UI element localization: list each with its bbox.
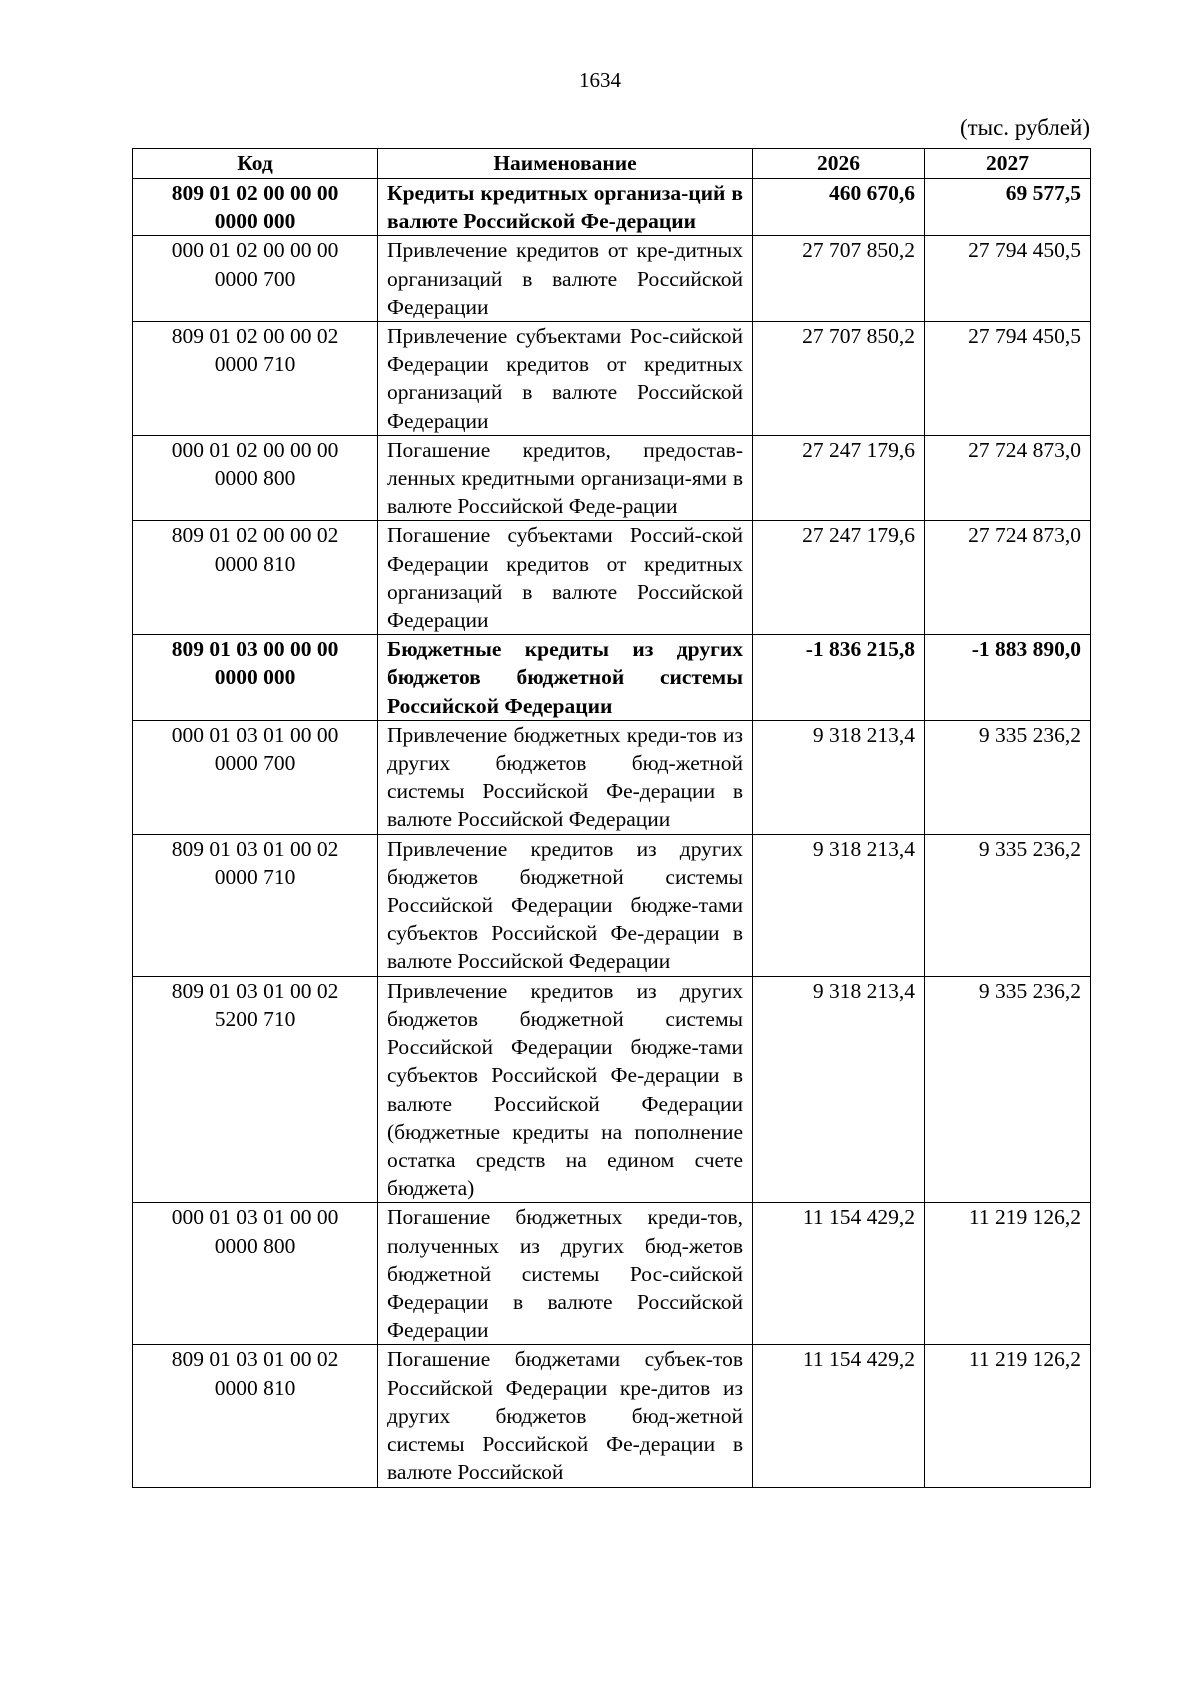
table-row <box>133 1203 1091 1345</box>
table-row <box>133 720 1091 834</box>
cell-2026: 11 154 429,2 <box>753 1203 925 1345</box>
cell-name: Бюджетные кредиты из других бюджетов бюджетной системы Российской Федерации <box>378 635 753 721</box>
table-row <box>133 834 1091 976</box>
cell-code: 809 01 03 00 00 00 0000 000 <box>133 635 378 721</box>
cell-name: Привлечение кредитов от кре-дитных организаций в валюте Российской Федерации <box>378 236 753 322</box>
cell-name: Кредиты кредитных организа-ций в валюте Российской Фе-дерации <box>378 179 753 236</box>
table-row <box>133 236 1091 322</box>
table-body <box>133 179 1091 1488</box>
cell-code: 809 01 03 01 00 02 5200 710 <box>133 976 378 1203</box>
cell-code: 000 01 02 00 00 00 0000 800 <box>133 435 378 521</box>
cell-name: Привлечение кредитов из других бюджетов бюджетной системы Российской Федерации бюдже-тами субъектов Российской Фе-дерации в валюте Российской Федерации <box>378 834 753 976</box>
cell-2026: 460 670,6 <box>753 179 925 236</box>
table-row <box>133 521 1091 635</box>
cell-name: Погашение бюджетных креди-тов, полученных из других бюд-жетов бюджетной системы Рос-сийской Федерации в валюте Российской Федерации <box>378 1203 753 1345</box>
budget-table <box>132 148 1091 1488</box>
cell-2027: -1 883 890,0 <box>925 635 1091 721</box>
cell-code: 000 01 03 01 00 00 0000 800 <box>133 1203 378 1345</box>
cell-name: Привлечение кредитов из других бюджетов бюджетной системы Российской Федерации бюдже-тами субъектов Российской Фе-дерации в валюте Российской Федерации (бюджетные кредиты на пополнение остатка средств на едином счете бюджета) <box>378 976 753 1203</box>
cell-name: Привлечение субъектами Рос-сийской Федерации кредитов от кредитных организаций в валюте Российской Федерации <box>378 322 753 436</box>
cell-2027: 27 794 450,5 <box>925 236 1091 322</box>
cell-2026: 9 318 213,4 <box>753 834 925 976</box>
cell-2027: 27 794 450,5 <box>925 322 1091 436</box>
table-row <box>133 635 1091 721</box>
table-header-row <box>133 149 1091 179</box>
cell-2026: 9 318 213,4 <box>753 976 925 1203</box>
cell-2027: 11 219 126,2 <box>925 1345 1091 1488</box>
cell-2027: 27 724 873,0 <box>925 521 1091 635</box>
header-2027: 2027 <box>925 149 1091 179</box>
header-code: Код <box>133 149 378 179</box>
cell-name: Погашение кредитов, предостав-ленных кредитными организаци-ями в валюте Российской Феде-рации <box>378 435 753 521</box>
cell-2026: 11 154 429,2 <box>753 1345 925 1488</box>
cell-code: 000 01 03 01 00 00 0000 700 <box>133 720 378 834</box>
cell-2026: -1 836 215,8 <box>753 635 925 721</box>
cell-2026: 27 247 179,6 <box>753 521 925 635</box>
cell-2027: 9 335 236,2 <box>925 976 1091 1203</box>
cell-2027: 69 577,5 <box>925 179 1091 236</box>
table-row <box>133 976 1091 1203</box>
cell-code: 000 01 02 00 00 00 0000 700 <box>133 236 378 322</box>
cell-2026: 9 318 213,4 <box>753 720 925 834</box>
table-row <box>133 179 1091 236</box>
cell-2027: 11 219 126,2 <box>925 1203 1091 1345</box>
cell-code: 809 01 02 00 00 02 0000 710 <box>133 322 378 436</box>
cell-2026: 27 707 850,2 <box>753 236 925 322</box>
page-number: 1634 <box>579 68 621 92</box>
cell-2026: 27 247 179,6 <box>753 435 925 521</box>
cell-code: 809 01 03 01 00 02 0000 710 <box>133 834 378 976</box>
cell-name: Привлечение бюджетных креди-тов из других бюджетов бюд-жетной системы Российской Фе-дерации в валюте Российской Федерации <box>378 720 753 834</box>
header-name: Наименование <box>378 149 753 179</box>
table-row <box>133 435 1091 521</box>
cell-name: Погашение субъектами Россий-ской Федерации кредитов от кредитных организаций в валюте Российской Федерации <box>378 521 753 635</box>
table-row <box>133 322 1091 436</box>
cell-code: 809 01 03 01 00 02 0000 810 <box>133 1345 378 1488</box>
cell-2027: 9 335 236,2 <box>925 834 1091 976</box>
table-row <box>133 1345 1091 1488</box>
cell-2026: 27 707 850,2 <box>753 322 925 436</box>
cell-code: 809 01 02 00 00 00 0000 000 <box>133 179 378 236</box>
units-label: (тыс. рублей) <box>959 115 1090 140</box>
cell-name: Погашение бюджетами субъек-тов Российской Федерации кре-дитов из других бюджетов бюд-жетной системы Российской Фе-дерации в валюте Российской <box>378 1345 753 1488</box>
header-2026: 2026 <box>753 149 925 179</box>
cell-code: 809 01 02 00 00 02 0000 810 <box>133 521 378 635</box>
cell-2027: 9 335 236,2 <box>925 720 1091 834</box>
cell-2027: 27 724 873,0 <box>925 435 1091 521</box>
